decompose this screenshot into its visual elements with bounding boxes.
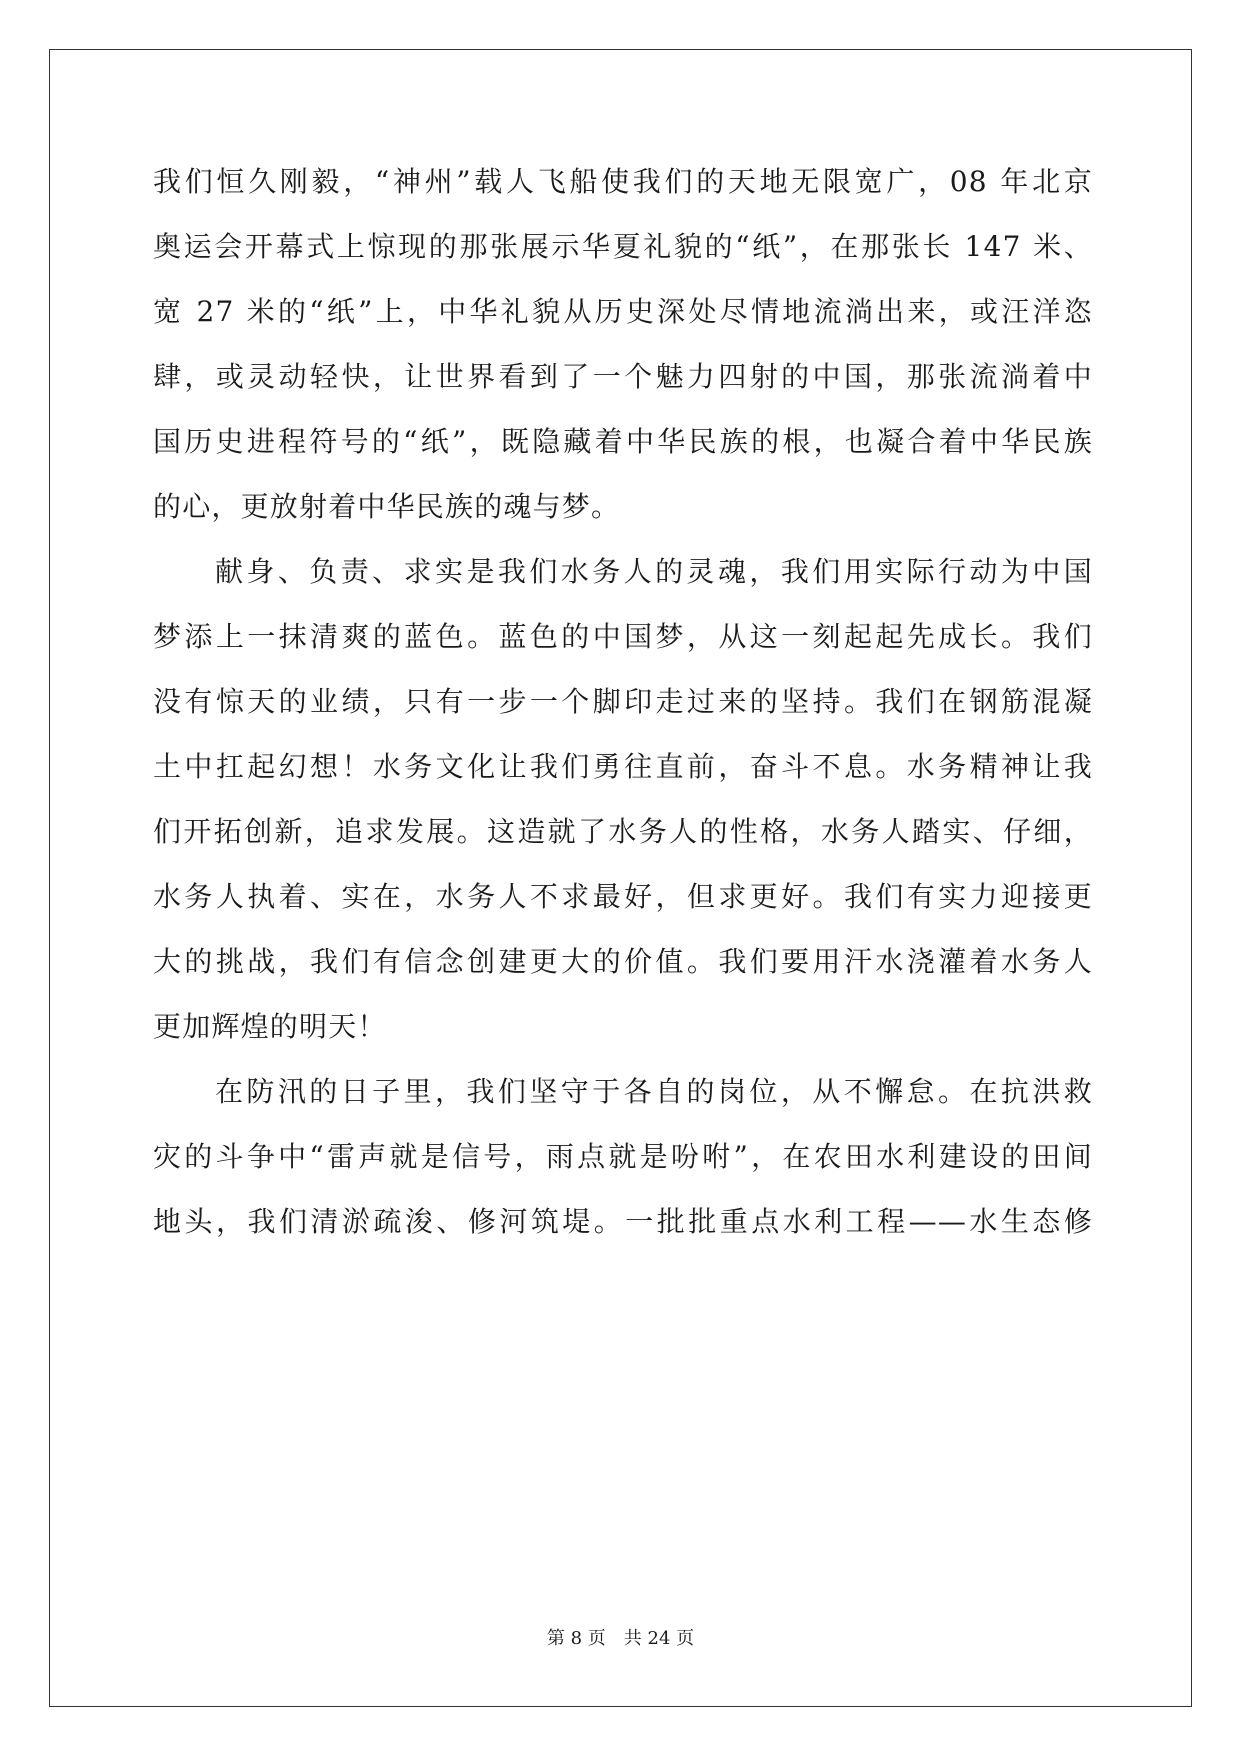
- document-body: [153, 162, 1093, 1267]
- text-line: 更加辉煌的明天！: [153, 1010, 387, 1043]
- text-line: 奥运会开幕式上惊现的那张展示华夏礼貌的“纸”，在那张长 147 米、: [153, 230, 1093, 263]
- text-line: 地头，我们清淤疏浚、修河筑堤。一批批重点水利工程——水生态修: [153, 1205, 1093, 1238]
- text-line: 献身、负责、求实是我们水务人的灵魂，我们用实际行动为中国: [215, 555, 1093, 588]
- text-line: 国历史进程符号的“纸”，既隐藏着中华民族的根，也凝合着中华民族: [153, 425, 1093, 458]
- text-line: 土中扛起幻想！水务文化让我们勇往直前，奋斗不息。水务精神让我: [153, 750, 1093, 783]
- text-line: 们开拓创新，追求发展。这造就了水务人的性格，水务人踏实、仔细，: [153, 815, 1093, 848]
- text-line: 宽 27 米的“纸”上，中华礼貌从历史深处尽情地流淌出来，或汪洋恣: [153, 295, 1093, 328]
- text-line: 在防汛的日子里，我们坚守于各自的岗位，从不懈怠。在抗洪救: [215, 1075, 1093, 1108]
- text-line: 肆，或灵动轻快，让世界看到了一个魅力四射的中国，那张流淌着中: [153, 360, 1093, 393]
- text-line: 大的挑战，我们有信念创建更大的价值。我们要用汗水浇灌着水务人: [153, 945, 1093, 978]
- text-line: 我们恒久刚毅，“神州”载人飞船使我们的天地无限宽广，08 年北京: [153, 165, 1093, 198]
- text-line: 水务人执着、实在，水务人不求最好，但求更好。我们有实力迎接更: [153, 880, 1093, 913]
- text-line: 灾的斗争中“雷声就是信号，雨点就是吩咐”，在农田水利建设的田间: [153, 1140, 1093, 1173]
- text-line: 没有惊天的业绩，只有一步一个脚印走过来的坚持。我们在钢筋混凝: [153, 685, 1093, 718]
- text-line: 梦添上一抹清爽的蓝色。蓝色的中国梦，从这一刻起起先成长。我们: [153, 620, 1093, 653]
- page-number-footer: 第 8 页 共 24 页: [546, 1628, 695, 1649]
- text-line: 的心，更放射着中华民族的魂与梦。: [153, 490, 621, 523]
